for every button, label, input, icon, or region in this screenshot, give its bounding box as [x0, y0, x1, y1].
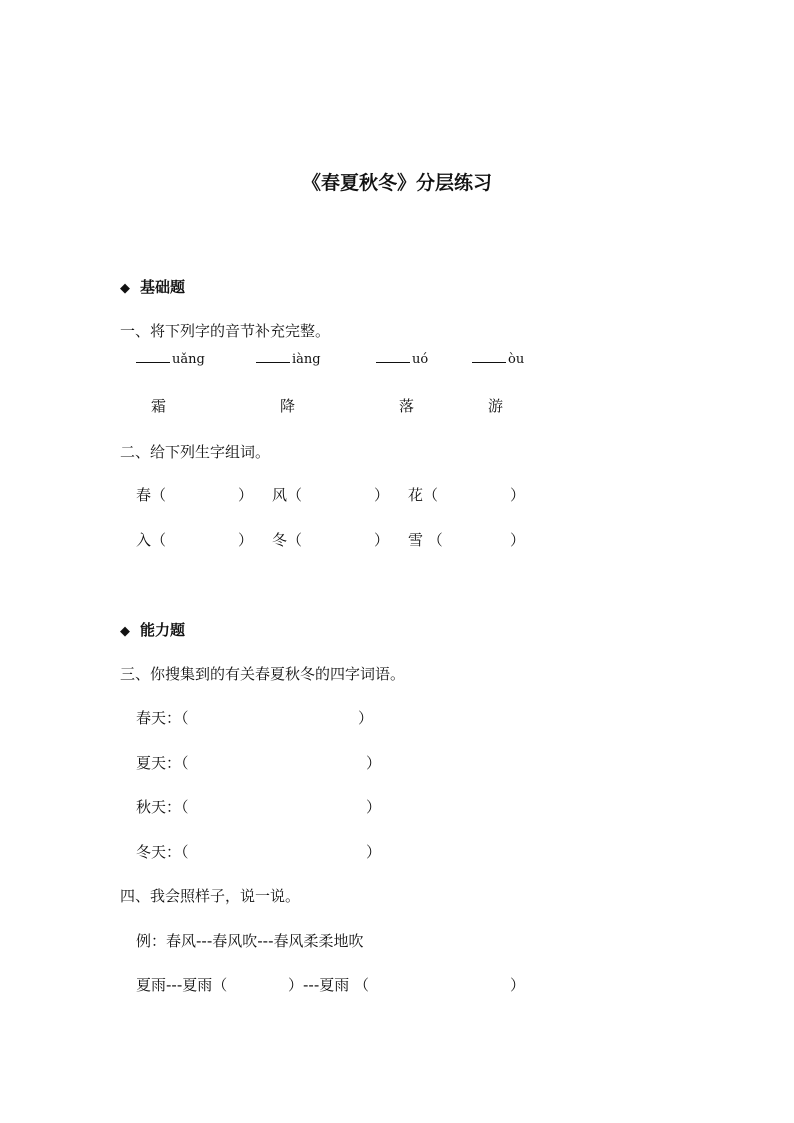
syllable-blank-2[interactable]: iàng — [256, 352, 321, 367]
season-close-autumn: ） — [366, 798, 382, 816]
season-label-autumn: 秋天：（ — [136, 798, 189, 816]
section-ability — [120, 619, 185, 640]
season-label-summer: 夏天：（ — [136, 754, 189, 772]
char-3: 落 — [399, 397, 415, 415]
word-blank-close: ） — [238, 531, 254, 549]
page-title: 《春夏秋冬》分层练习 — [301, 172, 492, 194]
season-label-winter: 冬天：（ — [136, 843, 189, 861]
word-blank-close: ） — [510, 531, 526, 549]
word-blank-close: ） — [510, 486, 526, 504]
word-blank-close: ） — [374, 486, 390, 504]
syllable-blank-3[interactable]: uó — [376, 352, 428, 367]
blank-line[interactable] — [136, 352, 170, 363]
q2-prompt: 二、给下列生字组词。 — [120, 443, 271, 461]
season-label-spring: 春天：（ — [136, 709, 189, 727]
diamond-icon: ◆ — [120, 624, 130, 639]
section-ability-label: 能力题 — [140, 621, 186, 639]
word-blank-open: 入（ — [136, 531, 167, 549]
word-blank-open: 冬（ — [272, 531, 303, 549]
section-basic — [120, 276, 185, 297]
blank-line[interactable] — [376, 352, 410, 363]
word-blank-open: 雪 （ — [408, 531, 443, 549]
word-blank-open: 春（ — [136, 486, 167, 504]
section-basic-label: 基础题 — [140, 278, 186, 296]
q3-prompt: 三、你搜集到的有关春夏秋冬的四字词语。 — [120, 665, 406, 683]
season-close-summer: ） — [366, 754, 382, 772]
word-blank-close: ） — [238, 486, 254, 504]
char-2: 降 — [280, 397, 296, 415]
season-close-spring: ） — [358, 709, 374, 727]
q1-prompt: 一、将下列字的音节补充完整。 — [120, 322, 331, 340]
char-4: 游 — [488, 397, 504, 415]
q4-task-part-b: ）---夏雨 （ — [288, 976, 370, 994]
q4-prompt: 四、我会照样子，说一说。 — [120, 887, 301, 905]
season-close-winter: ） — [366, 843, 382, 861]
q4-task-part-c: ） — [510, 976, 526, 994]
syllable-blank-4[interactable]: òu — [472, 352, 524, 367]
q4-example: 例：春风---春风吹---春风柔柔地吹 — [136, 932, 364, 950]
word-blank-open: 花（ — [408, 486, 439, 504]
word-blank-close: ） — [374, 531, 390, 549]
syllable-blank-1[interactable]: uǎng — [136, 352, 205, 367]
blank-line[interactable] — [256, 352, 290, 363]
diamond-icon: ◆ — [120, 281, 130, 296]
word-blank-open: 风（ — [272, 486, 303, 504]
q4-task-part-a: 夏雨---夏雨（ — [136, 976, 228, 994]
char-1: 霜 — [151, 397, 167, 415]
blank-line[interactable] — [472, 352, 506, 363]
